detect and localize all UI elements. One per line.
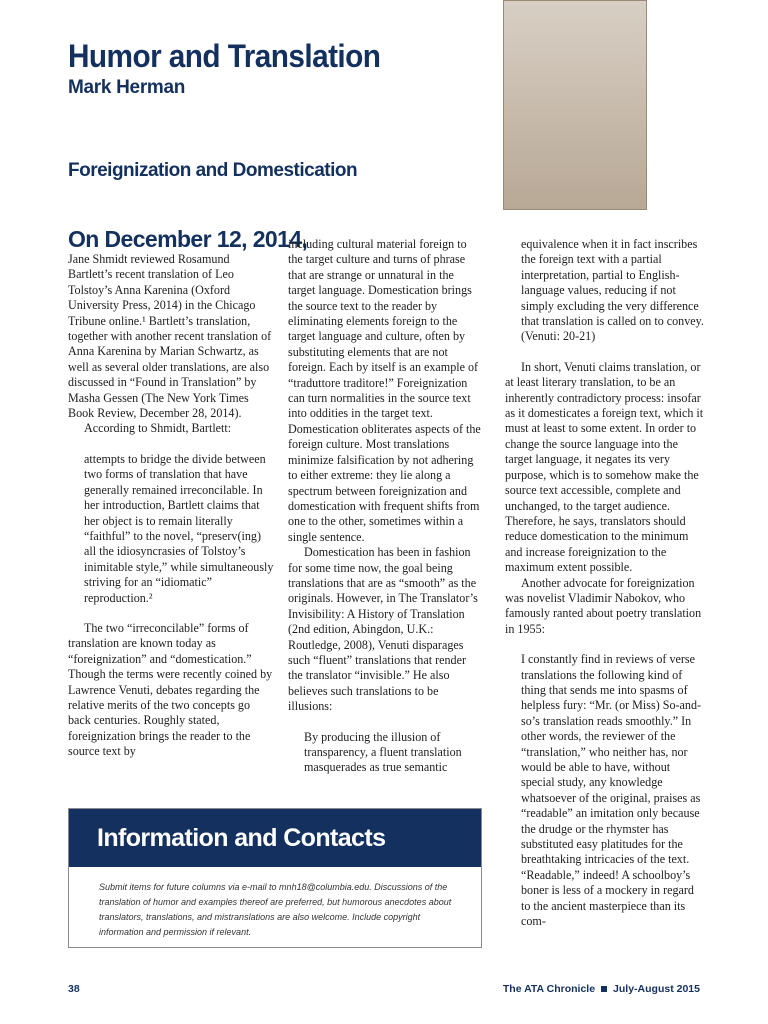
square-bullet-icon xyxy=(601,986,607,992)
article-title: Humor and Translation xyxy=(68,38,381,74)
paragraph: Jane Shmidt reviewed Rosamund Bartlett’s recent translation of Leo Tolstoy’s Anna Karenina (Oxford University Press, 2014) in the Chicago Tribune online.¹ Bartlett’s translation, together with another recent translation of Anna Karenina by Marian Schwartz, as well as several older translations, are also discussed in “Found in Translation” by Masha Gessen (The New York Times Book Review, December 28, 2014). xyxy=(68,252,272,421)
lead-in: On December 12, 2014, xyxy=(68,226,308,252)
author-name: Mark Herman xyxy=(68,77,186,98)
info-box xyxy=(68,808,482,948)
article-subtitle: Foreignization and Domestication xyxy=(68,160,358,181)
author-photo xyxy=(503,0,647,210)
footer-publication xyxy=(503,983,700,995)
column-3 xyxy=(505,237,706,929)
block-quote: attempts to bridge the divide between two forms of translation that have generally remained irreconcilable. In her introduction, Bartlett claims that her object is to remain literally “faithful” to the novel, “preserv(ing) all the idiosyncrasies of Tolstoy’s inimitable style,” while simultaneously striving for an “idiomatic” reproduction.² xyxy=(84,451,274,605)
paragraph: Another advocate for foreignization was novelist Vladimir Nabokov, who famously ranted about poetry translation in 1955: xyxy=(505,575,702,636)
page-number: 38 xyxy=(68,983,80,995)
block-quote: By producing the illusion of transparency, a fluent translation masquerades as true semantic xyxy=(304,729,462,775)
publication-name: The ATA Chronicle xyxy=(502,983,596,995)
block-quote: I constantly find in reviews of verse translations the following kind of thing that sends me into spasms of helpless fury: “Mr. (or Miss) So-and-so’s translation reads smoothly.” In other words, the reviewer of the “translation,” who neither has, nor would be able to have, without special study, any knowledge whatsoever of the original, praises as “readable” an imitation only because the drudge or the rhymster has substituted easy platitudes for the breathtaking intricacies of the text. “Readable,” indeed! A schoolboy’s boner is less of a mockery in regard to the ancient masterpiece than its com- xyxy=(521,652,702,929)
paragraph: Domestication has been in fashion for some time now, the goal being translations that are as “smooth” as the originals. However, in The Translator’s Invisibility: A History of Translation (2nd edition, Abingdon, U.K.: Routledge, 2008), Venuti disparages such “fluent” translations that render the translator “invisible.” He also believes such translations to be illusions: xyxy=(288,545,478,714)
column-2 xyxy=(288,237,482,776)
paragraph: The two “irreconcilable” forms of translation are known today as “foreignization” and “domestication.” Though the terms were recently coined by Lawrence Venuti, debates regarding the relative merits of the two concepts go back centuries. Roughly stated, foreignization brings the reader to the source text by xyxy=(68,620,273,759)
column-1 xyxy=(68,252,274,760)
info-box-body: Submit items for future columns via e-mail to mnh18@columbia.edu. Discussions of the translation of humor and examples thereof are preferred, but humorous anecdotes about translators, translations, and mistranslations are also welcome. Include copyright information and permission if relevant. xyxy=(99,882,452,937)
paragraph: In short, Venuti claims translation, or at least literary translation, to be an inherently contradictory process: insofar as it domesticates a foreign text, which it must at least to some extent. In order to change the source language into the target language, it negates its very purpose, which is to somehow make the source text accessible, complete and unchanged, to the target audience. Therefore, he says, translators should reduce domestication to the minimum and increase foreignization to the maximum extent possible. xyxy=(505,359,704,575)
info-box-title: Information and Contacts xyxy=(69,809,481,867)
issue-date: July-August 2015 xyxy=(613,983,700,995)
paragraph: including cultural material foreign to the target culture and turns of phrase that are strange or unnatural in the target language. Domestication brings the source text to the reader by eliminating elements foreign to the target language and culture, often by substituting elements that are not foreign. Each by itself is an example of “traduttore traditore!” Foreignization can turn normalities in the source text into oddities in the target text. Domestication obliterates aspects of the foreign culture. Most translations minimize falsification by not adhering to either extreme: they lie along a spectrum between foreignization and domestication with frequent shifts from one to the other, sometimes within a single sentence. xyxy=(288,237,481,544)
paragraph: According to Shmidt, Bartlett: xyxy=(84,421,232,436)
block-quote: equivalence when it in fact inscribes the foreign text with a partial interpretation, partial to English-language values, reducing if not simply excluding the very difference that translation is called on to convey. (Venuti: 20-21) xyxy=(521,237,704,344)
